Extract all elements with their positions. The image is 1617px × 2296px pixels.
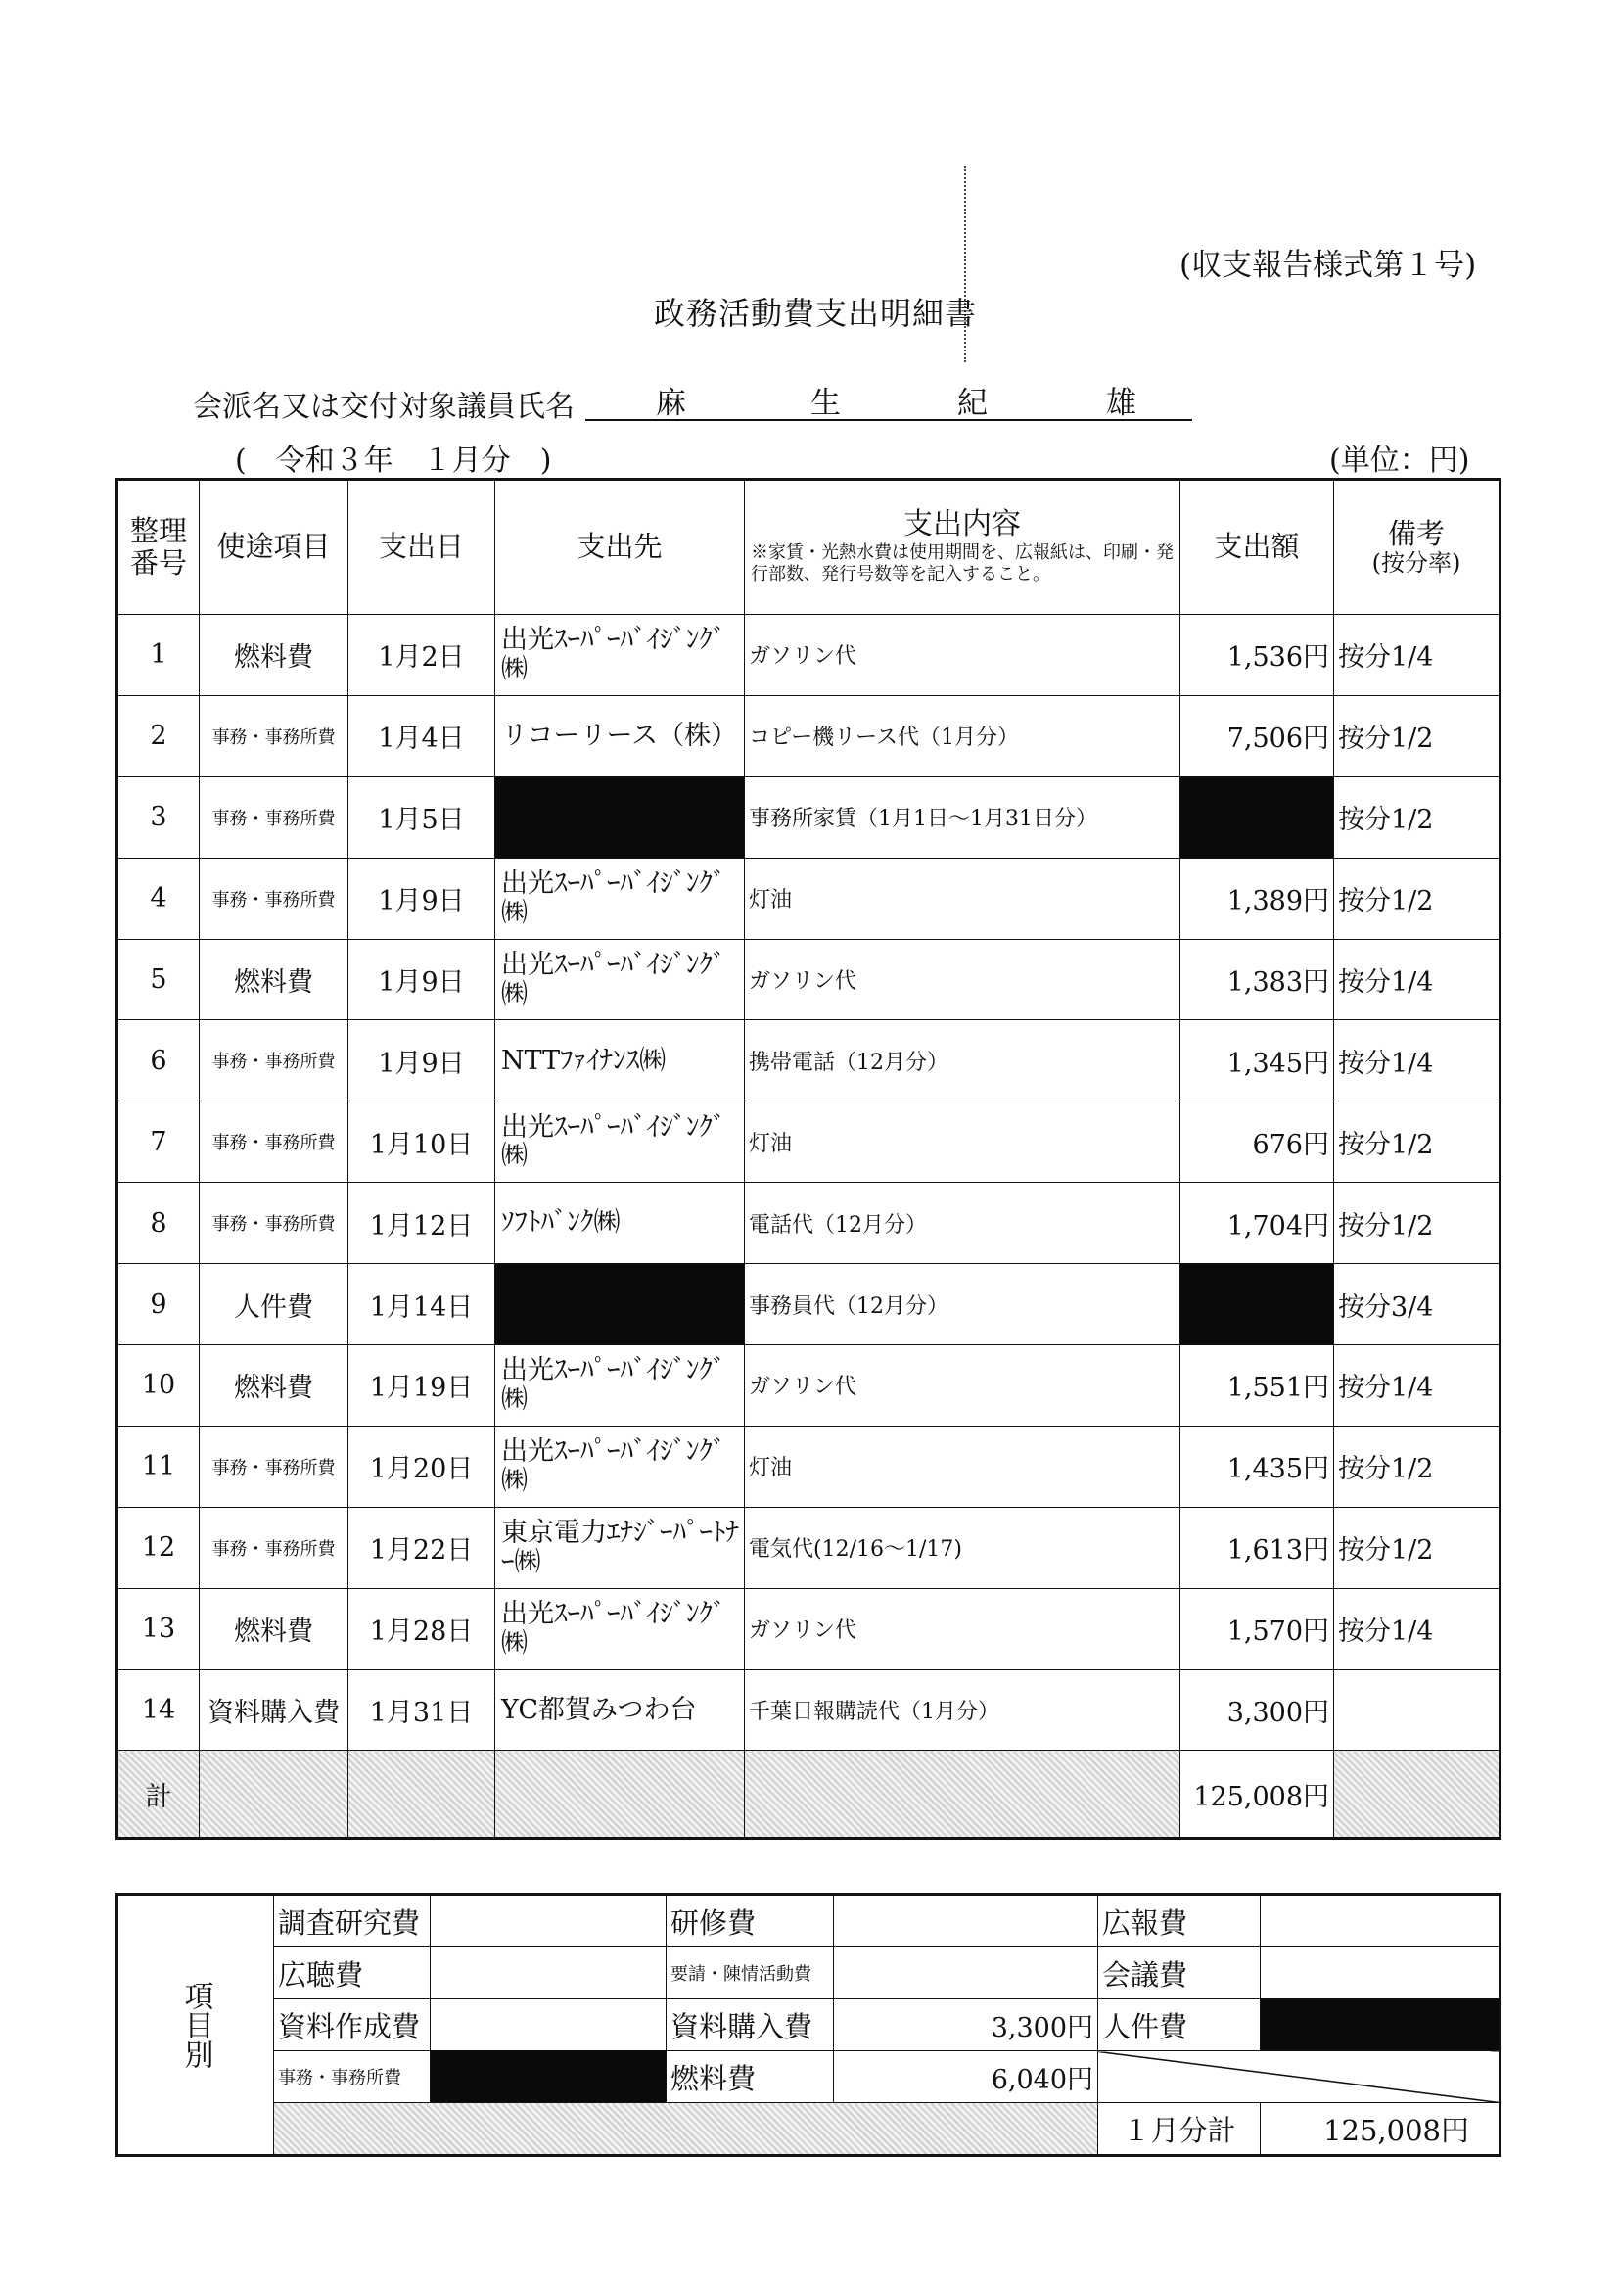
row-content: ガソリン代 <box>745 615 1180 696</box>
col-header-content <box>745 480 1180 615</box>
col-header-remarks <box>1334 480 1501 615</box>
row-content: 電気代(12/16～1/17) <box>745 1507 1180 1588</box>
fuel-label: 燃料費 <box>667 2051 834 2103</box>
row-no: 12 <box>117 1507 200 1588</box>
table-row <box>117 776 1501 858</box>
row-date: 1月19日 <box>348 1345 495 1427</box>
materials-making-value <box>431 1999 667 2051</box>
row-payee: 東京電力ｴﾅｼﾞｰﾊﾟｰﾄﾅｰ㈱ <box>495 1507 745 1588</box>
summary-row <box>117 1999 1501 2051</box>
row-item: 事務・事務所費 <box>200 1183 348 1264</box>
member-name-char: 雄 <box>1106 386 1136 421</box>
materials-purchase-value: 3,300円 <box>834 1999 1098 2051</box>
row-amount: 7,506円 <box>1180 695 1334 776</box>
row-amount-redacted <box>1180 776 1334 858</box>
petition-value <box>834 1947 1098 1999</box>
row-date: 1月9日 <box>348 939 495 1020</box>
table-row <box>117 1101 1501 1183</box>
col-header-payee: 支出先 <box>495 480 745 615</box>
row-amount: 1,345円 <box>1180 1020 1334 1101</box>
content-header-title: 支出内容 <box>903 507 1021 542</box>
col-header-date: 支出日 <box>348 480 495 615</box>
row-payee: 出光ｽｰﾊﾟｰﾊﾞｲｼﾞﾝｸﾞ㈱ <box>495 858 745 939</box>
row-content: ガソリン代 <box>745 939 1180 1020</box>
row-item: 事務・事務所費 <box>200 1020 348 1101</box>
row-amount-redacted <box>1180 1264 1334 1345</box>
row-item: 事務・事務所費 <box>200 695 348 776</box>
table-row <box>117 695 1501 776</box>
row-remarks: 按分1/4 <box>1334 615 1501 696</box>
pr-value <box>1261 1895 1501 1947</box>
row-payee: リコーリース（株） <box>495 695 745 776</box>
shaded-cell <box>495 1751 745 1839</box>
table-row <box>117 858 1501 939</box>
row-remarks: 按分1/4 <box>1334 1020 1501 1101</box>
row-item: 燃料費 <box>200 1588 348 1669</box>
remarks-header-title: 備考 <box>1387 516 1445 550</box>
row-remarks: 按分3/4 <box>1334 1264 1501 1345</box>
row-no: 13 <box>117 1588 200 1669</box>
row-date: 1月28日 <box>348 1588 495 1669</box>
summary-row <box>117 2051 1501 2103</box>
content-header-note: ※家賃・光熱水費は使用期間を、広報紙は、印刷・発行部数、発行号数等を記入すること。 <box>751 541 1174 586</box>
row-remarks: 按分1/2 <box>1334 858 1501 939</box>
row-remarks: 按分1/2 <box>1334 1183 1501 1264</box>
hearing-label: 広聴費 <box>274 1947 431 1999</box>
row-date: 1月12日 <box>348 1183 495 1264</box>
summary-section-label: 項目別 <box>117 1895 274 2156</box>
row-amount: 1,551円 <box>1180 1345 1334 1427</box>
row-content: 携帯電話（12月分） <box>745 1020 1180 1101</box>
row-date: 1月14日 <box>348 1264 495 1345</box>
row-date: 1月22日 <box>348 1507 495 1588</box>
member-name-char: 紀 <box>957 386 988 421</box>
shaded-cell <box>348 1751 495 1839</box>
research-value <box>431 1895 667 1947</box>
row-payee: NTTﾌｧｲﾅﾝｽ㈱ <box>495 1020 745 1101</box>
remarks-header-sub: (按分率) <box>1371 548 1461 577</box>
row-remarks <box>1334 1669 1501 1751</box>
row-content: コピー機リース代（1月分） <box>745 695 1180 776</box>
table-row <box>117 1345 1501 1427</box>
row-content: ガソリン代 <box>745 1588 1180 1669</box>
row-remarks: 按分1/2 <box>1334 1426 1501 1507</box>
total-amount: 125,008円 <box>1180 1751 1334 1839</box>
row-date: 1月9日 <box>348 858 495 939</box>
row-amount: 1,435円 <box>1180 1426 1334 1507</box>
row-no: 6 <box>117 1020 200 1101</box>
personnel-label: 人件費 <box>1098 1999 1261 2051</box>
shaded-cell <box>200 1751 348 1839</box>
row-item: 事務・事務所費 <box>200 1426 348 1507</box>
row-amount: 1,704円 <box>1180 1183 1334 1264</box>
member-label: 会派名又は交付対象議員氏名 <box>193 390 575 424</box>
row-date: 1月5日 <box>348 776 495 858</box>
shaded-cell <box>1334 1751 1501 1839</box>
row-date: 1月9日 <box>348 1020 495 1101</box>
row-amount: 1,383円 <box>1180 939 1334 1020</box>
unit-label: (単位：円) <box>1329 444 1470 478</box>
row-remarks: 按分1/4 <box>1334 1588 1501 1669</box>
row-payee: 出光ｽｰﾊﾟｰﾊﾞｲｼﾞﾝｸﾞ㈱ <box>495 1426 745 1507</box>
table-header-row <box>117 480 1501 615</box>
col-header-no: 整理番号 <box>117 480 200 615</box>
row-payee-redacted <box>495 1264 745 1345</box>
row-payee: 出光ｽｰﾊﾟｰﾊﾞｲｼﾞﾝｸﾞ㈱ <box>495 1588 745 1669</box>
table-row <box>117 1669 1501 1751</box>
row-no: 14 <box>117 1669 200 1751</box>
row-date: 1月10日 <box>348 1101 495 1183</box>
row-no: 8 <box>117 1183 200 1264</box>
row-date: 1月20日 <box>348 1426 495 1507</box>
row-amount: 1,570円 <box>1180 1588 1334 1669</box>
report-period: ( 令和３年 １月分 ) <box>235 444 552 478</box>
row-remarks: 按分1/4 <box>1334 939 1501 1020</box>
row-item: 人件費 <box>200 1264 348 1345</box>
row-item: 事務・事務所費 <box>200 776 348 858</box>
row-payee: 出光ｽｰﾊﾟｰﾊﾞｲｼﾞﾝｸﾞ㈱ <box>495 939 745 1020</box>
row-remarks: 按分1/2 <box>1334 1507 1501 1588</box>
shaded-cell <box>745 1751 1180 1839</box>
row-content: 電話代（12月分） <box>745 1183 1180 1264</box>
row-content: 灯油 <box>745 858 1180 939</box>
total-label: 計 <box>117 1751 200 1839</box>
petition-label: 要請・陳情活動費 <box>667 1947 834 1999</box>
row-payee: 出光ｽｰﾊﾟｰﾊﾞｲｼﾞﾝｸﾞ㈱ <box>495 1345 745 1427</box>
table-row <box>117 1183 1501 1264</box>
meeting-label: 会議費 <box>1098 1947 1261 1999</box>
row-item: 燃料費 <box>200 615 348 696</box>
row-payee: ｿﾌﾄﾊﾞﾝｸ㈱ <box>495 1183 745 1264</box>
table-row <box>117 1507 1501 1588</box>
row-item: 事務・事務所費 <box>200 1507 348 1588</box>
row-date: 1月2日 <box>348 615 495 696</box>
row-payee-redacted <box>495 776 745 858</box>
materials-purchase-label: 資料購入費 <box>667 1999 834 2051</box>
table-row <box>117 615 1501 696</box>
pr-label: 広報費 <box>1098 1895 1261 1947</box>
training-label: 研修費 <box>667 1895 834 1947</box>
member-name <box>585 372 1192 421</box>
row-no: 5 <box>117 939 200 1020</box>
row-content: 灯油 <box>745 1101 1180 1183</box>
summary-row <box>117 1895 1501 1947</box>
row-content: 灯油 <box>745 1426 1180 1507</box>
row-content: 事務員代（12月分） <box>745 1264 1180 1345</box>
hearing-value <box>431 1947 667 1999</box>
row-content: 事務所家賃（1月1日～1月31日分） <box>745 776 1180 858</box>
training-value <box>834 1895 1098 1947</box>
row-no: 3 <box>117 776 200 858</box>
row-amount: 1,389円 <box>1180 858 1334 939</box>
row-no: 9 <box>117 1264 200 1345</box>
office-label: 事務・事務所費 <box>274 2051 431 2103</box>
col-header-item: 使途項目 <box>200 480 348 615</box>
row-amount: 1,613円 <box>1180 1507 1334 1588</box>
table-row <box>117 1020 1501 1101</box>
materials-making-label: 資料作成費 <box>274 1999 431 2051</box>
row-content: ガソリン代 <box>745 1345 1180 1427</box>
summary-total-row <box>117 2103 1501 2156</box>
row-item: 事務・事務所費 <box>200 1101 348 1183</box>
table-row <box>117 1426 1501 1507</box>
row-no: 4 <box>117 858 200 939</box>
row-amount: 1,536円 <box>1180 615 1334 696</box>
row-item: 事務・事務所費 <box>200 858 348 939</box>
expense-table <box>116 478 1502 1840</box>
row-item: 燃料費 <box>200 939 348 1020</box>
research-label: 調査研究費 <box>274 1895 431 1947</box>
row-remarks: 按分1/4 <box>1334 1345 1501 1427</box>
row-no: 11 <box>117 1426 200 1507</box>
meeting-value <box>1261 1947 1501 1999</box>
total-row <box>117 1751 1501 1839</box>
row-date: 1月4日 <box>348 695 495 776</box>
summary-row <box>117 1947 1501 1999</box>
row-remarks: 按分1/2 <box>1334 695 1501 776</box>
category-summary-table <box>116 1893 1502 2157</box>
row-amount: 676円 <box>1180 1101 1334 1183</box>
row-amount: 3,300円 <box>1180 1669 1334 1751</box>
row-no: 7 <box>117 1101 200 1183</box>
row-payee: 出光ｽｰﾊﾟｰﾊﾞｲｼﾞﾝｸﾞ㈱ <box>495 615 745 696</box>
col-header-amount: 支出額 <box>1180 480 1334 615</box>
row-payee: YC都賀みつわ台 <box>495 1669 745 1751</box>
row-remarks: 按分1/2 <box>1334 1101 1501 1183</box>
month-total-label: １月分計 <box>1098 2103 1261 2156</box>
document-title: 政務活動費支出明細書 <box>654 295 978 332</box>
row-date: 1月31日 <box>348 1669 495 1751</box>
table-row <box>117 1264 1501 1345</box>
row-item: 資料購入費 <box>200 1669 348 1751</box>
row-payee: 出光ｽｰﾊﾟｰﾊﾞｲｼﾞﾝｸﾞ㈱ <box>495 1101 745 1183</box>
row-item: 燃料費 <box>200 1345 348 1427</box>
member-name-char: 生 <box>810 386 841 421</box>
office-value-redacted <box>431 2051 667 2103</box>
member-name-char: 麻 <box>656 386 686 421</box>
row-remarks: 按分1/2 <box>1334 776 1501 858</box>
month-total-value: 125,008円 <box>1261 2103 1501 2156</box>
diagonal-blank-cell <box>1098 2051 1501 2103</box>
row-no: 1 <box>117 615 200 696</box>
row-no: 2 <box>117 695 200 776</box>
row-content: 千葉日報購読代（1月分） <box>745 1669 1180 1751</box>
row-no: 10 <box>117 1345 200 1427</box>
personnel-value-redacted <box>1261 1999 1501 2051</box>
table-row <box>117 939 1501 1020</box>
shaded-cell <box>274 2103 1098 2156</box>
table-row <box>117 1588 1501 1669</box>
fuel-value: 6,040円 <box>834 2051 1098 2103</box>
form-number: (収支報告様式第１号) <box>1179 248 1477 283</box>
